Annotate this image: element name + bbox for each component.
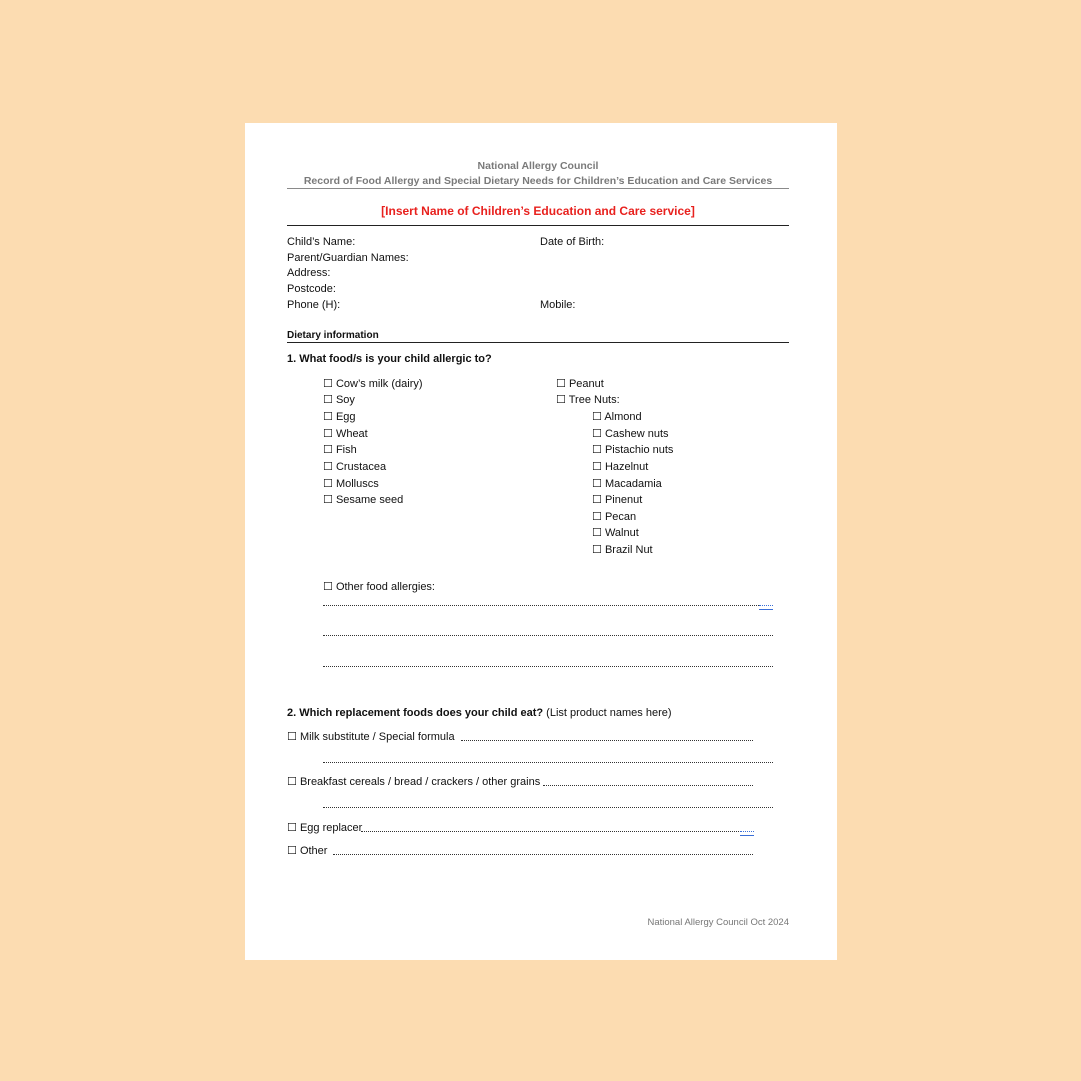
spellcheck-underline [759, 609, 773, 610]
postcode-label: Postcode: [287, 283, 336, 295]
egg-replacer-line[interactable] [361, 831, 739, 832]
checkbox-icon[interactable]: ☐ [592, 428, 602, 440]
nut-checkbox-item[interactable]: ☐ Cashew nuts [592, 428, 669, 440]
food-checkbox-item[interactable]: ☐ Wheat [323, 428, 368, 440]
other-allergies-line-1[interactable] [323, 605, 759, 606]
org-name: National Allergy Council [477, 160, 599, 172]
checkbox-icon[interactable]: ☐ [592, 444, 602, 456]
address-label: Address: [287, 267, 331, 279]
nut-checkbox-item[interactable]: ☐ Hazelnut [592, 461, 649, 473]
checkbox-icon[interactable]: ☐ [323, 378, 333, 390]
checkbox-icon[interactable]: ☐ [592, 527, 602, 539]
header-rule [287, 188, 789, 189]
checkbox-icon[interactable]: ☐ [592, 478, 602, 490]
nut-checkbox-item[interactable]: ☐ Walnut [592, 527, 639, 539]
checkbox-icon[interactable]: ☐ [592, 411, 602, 423]
breakfast-cereals-line[interactable] [543, 785, 753, 786]
checkbox-icon[interactable]: ☐ [323, 494, 333, 506]
spellcheck-mark [740, 831, 754, 832]
other-allergies-line-3[interactable] [323, 666, 773, 667]
nut-checkbox-item[interactable]: ☐ Pinenut [592, 494, 643, 506]
checkbox-icon[interactable]: ☐ [556, 378, 566, 390]
question-1: 1. What food/s is your child allergic to? [287, 353, 492, 365]
question-2: 2. Which replacement foods does your child eat? (List product names here) [287, 707, 672, 719]
checkbox-icon[interactable]: ☐ [556, 394, 566, 406]
dob-label: Date of Birth: [540, 236, 605, 248]
food-checkbox-item[interactable]: ☐ Fish [323, 444, 357, 456]
nut-checkbox-item[interactable]: ☐ Brazil Nut [592, 544, 653, 556]
food-checkbox-item[interactable]: ☐ Soy [323, 394, 355, 406]
checkbox-icon[interactable]: ☐ [287, 845, 297, 857]
nut-checkbox-item[interactable]: ☐ Pecan [592, 511, 637, 523]
spellcheck-underline [740, 835, 754, 836]
food-checkbox-item[interactable]: ☐ Cow’s milk (dairy) [323, 378, 423, 390]
food-checkbox-item[interactable]: ☐ Sesame seed [323, 494, 404, 506]
mobile-label: Mobile: [540, 299, 576, 311]
milk-substitute-line[interactable] [461, 740, 753, 741]
food-checkbox-item[interactable]: ☐ Tree Nuts: [556, 394, 620, 406]
checkbox-icon[interactable]: ☐ [287, 776, 297, 788]
breakfast-cereals-line-2[interactable] [323, 807, 773, 808]
nut-checkbox-item[interactable]: ☐ Macadamia [592, 478, 662, 490]
milk-substitute-item[interactable]: ☐ Milk substitute / Special formula [287, 731, 455, 743]
phone-label: Phone (H): [287, 299, 341, 311]
document-page [245, 123, 837, 960]
dietary-rule [287, 342, 789, 343]
other-allergies-line-2[interactable] [323, 635, 773, 636]
service-name-placeholder: [Insert Name of Children’s Education and Care service] [381, 204, 695, 218]
checkbox-icon[interactable]: ☐ [592, 494, 602, 506]
checkbox-icon[interactable]: ☐ [323, 444, 333, 456]
title-rule [287, 225, 789, 226]
checkbox-icon[interactable]: ☐ [323, 478, 333, 490]
dietary-section-title: Dietary information [287, 330, 379, 341]
checkbox-icon[interactable]: ☐ [592, 461, 602, 473]
food-checkbox-item[interactable]: ☐ Peanut [556, 378, 604, 390]
checkbox-icon[interactable]: ☐ [287, 731, 297, 743]
form-title: Record of Food Allergy and Special Dietary Needs for Children’s Education and Care Services [303, 175, 773, 187]
breakfast-cereals-item[interactable]: ☐ Breakfast cereals / bread / crackers / other grains [287, 776, 541, 788]
checkbox-icon[interactable]: ☐ [323, 581, 333, 593]
food-checkbox-item[interactable]: ☐ Molluscs [323, 478, 379, 490]
milk-substitute-line-2[interactable] [323, 762, 773, 763]
spellcheck-mark [759, 605, 773, 606]
nut-checkbox-item[interactable]: ☐ Pistachio nuts [592, 444, 674, 456]
checkbox-icon[interactable]: ☐ [323, 428, 333, 440]
checkbox-icon[interactable]: ☐ [323, 394, 333, 406]
food-checkbox-item[interactable]: ☐ Crustacea [323, 461, 387, 473]
child-name-label: Child’s Name: [287, 236, 356, 248]
checkbox-icon[interactable]: ☐ [592, 511, 602, 523]
nut-checkbox-item[interactable]: ☐ Almond [592, 411, 642, 423]
checkbox-icon[interactable]: ☐ [287, 822, 297, 834]
guardian-names-label: Parent/Guardian Names: [287, 252, 409, 264]
checkbox-icon[interactable]: ☐ [592, 544, 602, 556]
egg-replacer-item[interactable]: ☐ Egg replacer [287, 822, 363, 834]
footer-note: National Allergy Council Oct 2024 [647, 917, 789, 928]
other-allergies-checkbox-item[interactable]: ☐ Other food allergies: [323, 581, 435, 593]
other-replacement-item[interactable]: ☐ Other [287, 845, 328, 857]
checkbox-icon[interactable]: ☐ [323, 461, 333, 473]
checkbox-icon[interactable]: ☐ [323, 411, 333, 423]
other-replacement-line[interactable] [333, 854, 753, 855]
food-checkbox-item[interactable]: ☐ Egg [323, 411, 356, 423]
